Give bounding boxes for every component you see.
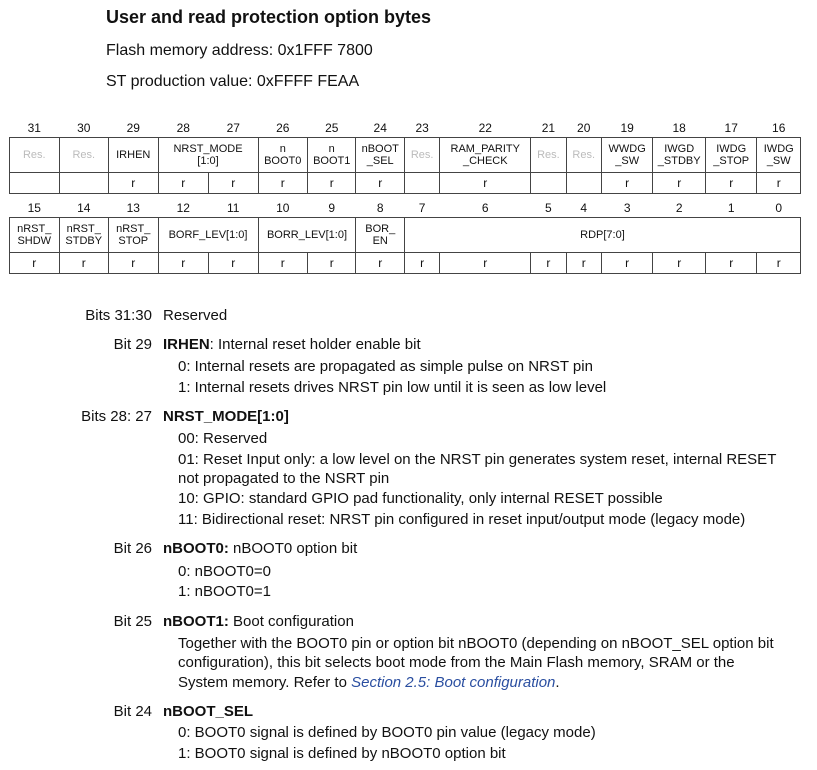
value-line: 1: BOOT0 signal is defined by nBOOT0 option bit <box>178 745 506 762</box>
register-table-high <box>9 119 801 194</box>
access-type: r <box>356 173 404 194</box>
bit-number: 2 <box>675 201 683 215</box>
bit-number: 30 <box>77 121 91 135</box>
access-type: r <box>653 253 706 274</box>
register-field: RDP[7:0] <box>404 218 800 253</box>
access-type <box>10 173 60 194</box>
value-line: 0: nBOOT0=0 <box>178 563 271 580</box>
bit-number: 11 <box>227 201 240 215</box>
bit-number: 13 <box>126 201 140 215</box>
bit-number: 8 <box>376 201 384 215</box>
access-type: r <box>531 253 566 274</box>
access-type: r <box>440 173 531 194</box>
bit-number: 5 <box>545 201 552 215</box>
bit-label: Bits 28: 27 <box>81 408 152 425</box>
field-name: nBOOT1: <box>163 613 229 630</box>
access-type: r <box>653 173 706 194</box>
reserved-field: Res. <box>566 138 601 173</box>
reserved-field: Res. <box>404 138 439 173</box>
bit-heading <box>163 336 421 353</box>
access-type: r <box>308 173 356 194</box>
access-type: r <box>601 253 653 274</box>
field-row <box>10 218 801 253</box>
field-summary: : Internal reset holder enable bit <box>209 336 421 353</box>
bit-number: 31 <box>27 121 41 135</box>
bit-number-row <box>10 119 801 138</box>
access-type: r <box>109 253 159 274</box>
register-field: nRST_ SHDW <box>10 218 60 253</box>
bit-label: Bit 24 <box>113 703 152 720</box>
bit-number: 23 <box>415 121 429 135</box>
field-summary: nBOOT0 option bit <box>228 540 358 557</box>
production-value: ST production value: 0xFFFF FEAA <box>106 73 360 90</box>
register-field: BORF_LEV[1:0] <box>158 218 258 253</box>
value-line: configuration), this bit selects boot mode from the Main Flash memory, SRAM or the <box>178 654 735 671</box>
access-type: r <box>209 173 259 194</box>
register-field: nRST_ STOP <box>109 218 159 253</box>
register-field: IRHEN <box>109 138 159 173</box>
value-line: 1: nBOOT0=1 <box>178 583 271 600</box>
field-name: IRHEN <box>163 336 210 353</box>
bit-number: 24 <box>373 121 387 135</box>
value-line: not propagated to the NSRT pin <box>178 470 390 487</box>
access-type: r <box>308 253 356 274</box>
register-field: nBOOT _SEL <box>356 138 404 173</box>
access-type: r <box>10 253 60 274</box>
value-line: 1: Internal resets drives NRST pin low until it is seen as low level <box>178 379 607 396</box>
bit-number: 26 <box>276 121 290 135</box>
access-type: r <box>209 253 259 274</box>
access-type: r <box>566 253 601 274</box>
access-type: r <box>59 253 109 274</box>
field-name: nBOOT0: <box>163 540 229 557</box>
value-line <box>178 674 560 691</box>
bit-heading <box>163 540 357 557</box>
register-field: NRST_MODE [1:0] <box>158 138 258 173</box>
bit-number: 21 <box>541 121 556 135</box>
value-line: 10: GPIO: standard GPIO pad functionality, only internal RESET possible <box>178 490 663 507</box>
access-type: r <box>705 173 757 194</box>
register-field: IWDG _SW <box>757 138 801 173</box>
access-type: r <box>258 253 308 274</box>
field-summary: Boot configuration <box>228 613 354 630</box>
register-field: n BOOT1 <box>308 138 356 173</box>
bit-number: 29 <box>126 121 140 135</box>
bit-number: 0 <box>775 201 783 215</box>
register-field: WWDG _SW <box>601 138 653 173</box>
access-type: r <box>356 253 404 274</box>
section-link[interactable]: Section 2.5: Boot configuration <box>351 674 556 691</box>
access-type: r <box>404 253 439 274</box>
bit-number: 20 <box>577 121 591 135</box>
access-type <box>404 173 439 194</box>
register-table-low <box>9 199 801 274</box>
bit-number: 6 <box>481 201 489 215</box>
flash-address: Flash memory address: 0x1FFF 7800 <box>106 42 373 59</box>
field-row <box>10 138 801 173</box>
access-type: r <box>757 173 801 194</box>
access-type <box>566 173 601 194</box>
bit-number: 12 <box>176 201 190 215</box>
bit-label: Bit 25 <box>113 613 152 630</box>
bit-number: 9 <box>328 201 336 215</box>
section-title: User and read protection option bytes <box>106 7 432 27</box>
value-line: 11: Bidirectional reset: NRST pin configured in reset input/output mode (legacy mode) <box>178 511 746 528</box>
access-row <box>10 253 801 274</box>
bit-number: 19 <box>620 121 634 135</box>
bit-number: 10 <box>276 201 290 215</box>
bit-number: 28 <box>176 121 190 135</box>
field-name: NRST_MODE[1:0] <box>163 408 289 425</box>
access-type: r <box>757 253 801 274</box>
bit-label: Bit 26 <box>113 540 152 557</box>
bit-number: 18 <box>672 121 686 135</box>
access-type: r <box>158 173 209 194</box>
register-field: IWDG _STOP <box>705 138 757 173</box>
bit-number: 17 <box>724 121 738 135</box>
access-type <box>59 173 109 194</box>
bit-number: 3 <box>623 201 631 215</box>
bit-description: Reserved <box>163 307 228 324</box>
bit-number: 25 <box>325 121 339 135</box>
bit-number: 22 <box>478 121 492 135</box>
bit-number: 14 <box>77 201 91 215</box>
value-line: 0: BOOT0 signal is defined by BOOT0 pin value (legacy mode) <box>178 724 596 741</box>
register-field: RAM_PARITY _CHECK <box>440 138 531 173</box>
bit-number: 7 <box>418 201 426 215</box>
access-type <box>531 173 566 194</box>
field-name: nBOOT_SEL <box>163 703 254 720</box>
register-field: BORR_LEV[1:0] <box>258 218 356 253</box>
access-type: r <box>440 253 531 274</box>
bit-number: 4 <box>580 201 588 215</box>
value-line: 00: Reserved <box>178 430 268 447</box>
access-type: r <box>601 173 653 194</box>
access-type: r <box>258 173 308 194</box>
register-field: IWGD _STDBY <box>653 138 706 173</box>
reserved-field: Res. <box>59 138 109 173</box>
register-field: n BOOT0 <box>258 138 308 173</box>
bit-label: Bits 31:30 <box>85 307 152 324</box>
bit-number-row <box>10 199 801 218</box>
bit-number: 16 <box>772 121 786 135</box>
register-field: BOR_ EN <box>356 218 404 253</box>
reference-suffix: . <box>555 674 560 691</box>
reserved-field: Res. <box>531 138 566 173</box>
value-line: 01: Reset Input only: a low level on the NRST pin generates system reset, internal RESET <box>178 451 777 468</box>
value-line: 0: Internal resets are propagated as simple pulse on NRST pin <box>178 358 593 375</box>
reserved-field: Res. <box>10 138 60 173</box>
value-line: Together with the BOOT0 pin or option bit nBOOT0 (depending on nBOOT_SEL option bit <box>178 635 774 652</box>
access-type: r <box>109 173 159 194</box>
access-type: r <box>158 253 209 274</box>
register-field: nRST_ STDBY <box>59 218 109 253</box>
bit-number: 1 <box>727 201 735 215</box>
bit-label: Bit 29 <box>113 336 152 353</box>
bit-heading <box>163 613 354 630</box>
reference-text: System memory. Refer to <box>178 674 352 691</box>
bit-number: 27 <box>226 121 240 135</box>
access-type: r <box>705 253 757 274</box>
access-row <box>10 173 801 194</box>
bit-number: 15 <box>27 201 41 215</box>
